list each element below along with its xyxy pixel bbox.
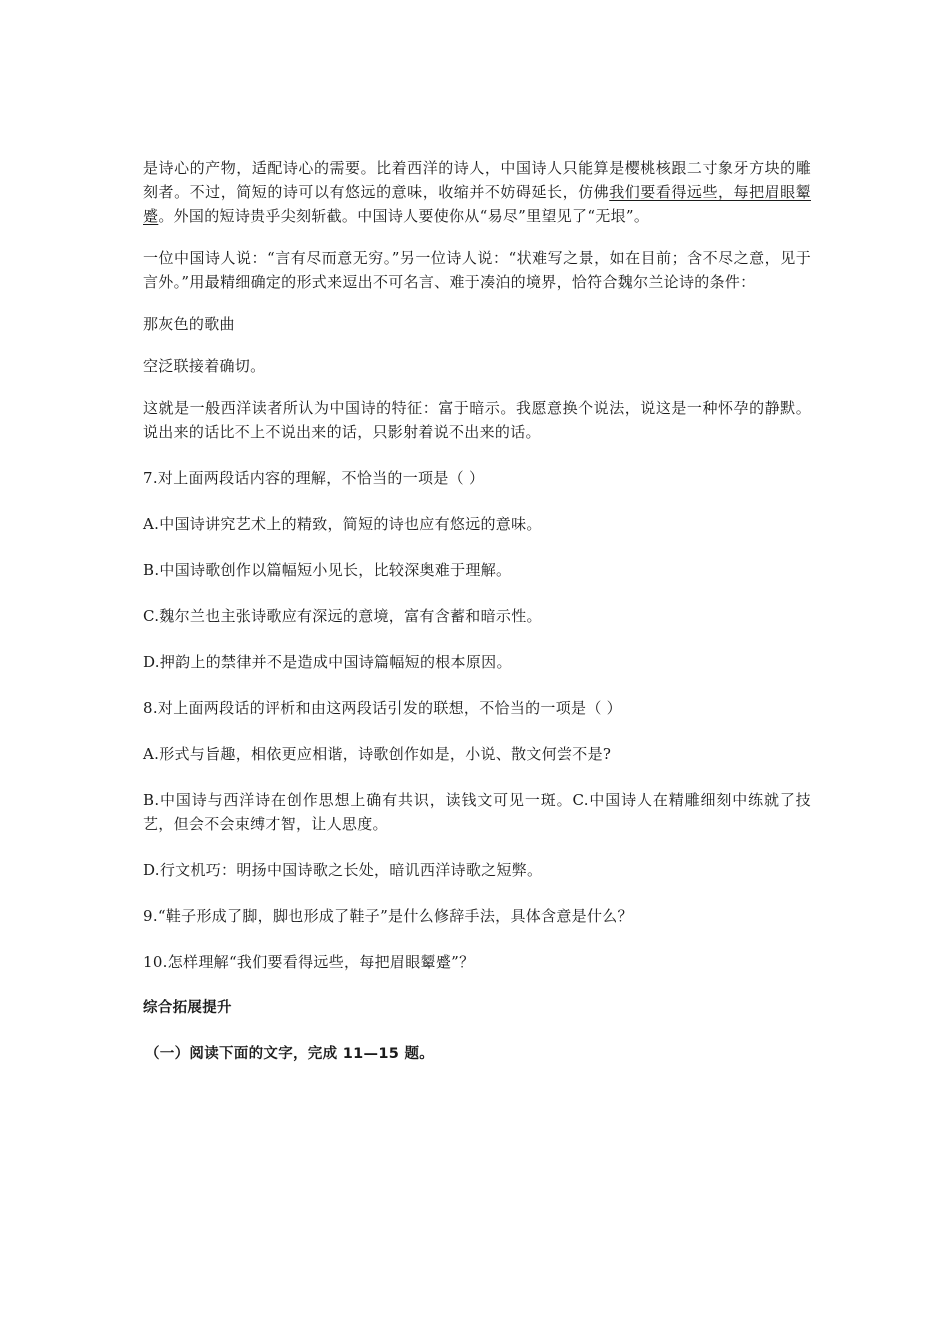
question-7-option-d: D.押韵上的禁律并不是造成中国诗篇幅短的根本原因。 — [143, 653, 512, 671]
question-9: 9.“鞋子形成了脚，脚也形成了鞋子”是什么修辞手法，具体含意是什么？ — [143, 907, 633, 925]
question-8-option-a: A.形式与旨趣，相依更应相谐，诗歌创作如是，小说、散文何尝不是? — [143, 745, 612, 763]
section-heading: 综合拓展提升 — [143, 1000, 232, 1016]
poem-line-2: 空泛联接着确切。 — [143, 357, 266, 375]
question-7-option-b: B.中国诗歌创作以篇幅短小见长，比较深奥难于理解。 — [143, 561, 512, 579]
document-page — [143, 156, 811, 1066]
question-8-option-d: D.行文机巧：明扬中国诗歌之长处，暗讥西洋诗歌之短弊。 — [143, 861, 543, 879]
section-subheading: （一）阅读下面的文字，完成 11—15 题。 — [145, 1046, 435, 1062]
question-7-stem: 7.对上面两段话内容的理解，不恰当的一项是（ ） — [143, 469, 485, 487]
passage-paragraph-1 — [143, 156, 811, 228]
passage-text: 是诗心的产物，适配诗心的需要。比着西洋的诗人，中国诗人只能算是樱桃核跟二寸象牙方块的雕刻者。不过，简短的诗可以有悠远的意味，收缩并不妨碍延长，仿佛 — [143, 159, 811, 201]
question-10: 10.怎样理解“我们要看得远些，每把眉眼颦蹙”？ — [143, 953, 475, 971]
underlined-phrase: 我们要看得远些，每把眉眼颦蹙 — [143, 183, 811, 225]
question-8-stem: 8.对上面两段话的评析和由这两段话引发的联想，不恰当的一项是（ ） — [143, 699, 622, 717]
poem-line-1: 那灰色的歌曲 — [143, 315, 235, 333]
question-7-option-c: C.魏尔兰也主张诗歌应有深远的意境，富有含蓄和暗示性。 — [143, 607, 542, 625]
passage-paragraph-3: 这就是一般西洋读者所认为中国诗的特征：富于暗示。我愿意换个说法，说这是一种怀孕的静默。说出来的话比不上不说出来的话，只影射着说不出来的话。 — [143, 399, 811, 441]
passage-paragraph-2: 一位中国诗人说：“言有尽而意无穷。”另一位诗人说：“状难写之景，如在目前；含不尽之意，见于言外。”用最精细确定的形式来逗出不可名言、难于凑泊的境界，恰符合魏尔兰论诗的条件： — [143, 249, 811, 291]
question-7-option-a: A.中国诗讲究艺术上的精致，简短的诗也应有悠远的意味。 — [143, 515, 542, 533]
passage-text: 。外国的短诗贵乎尖刻斩截。中国诗人要使你从“易尽”里望见了“无垠”。 — [158, 207, 650, 225]
question-8-option-bc: B.中国诗与西洋诗在创作思想上确有共识，读钱文可见一斑。C.中国诗人在精雕细刻中练就了技艺，但会不会束缚才智，让人思度。 — [143, 791, 811, 833]
